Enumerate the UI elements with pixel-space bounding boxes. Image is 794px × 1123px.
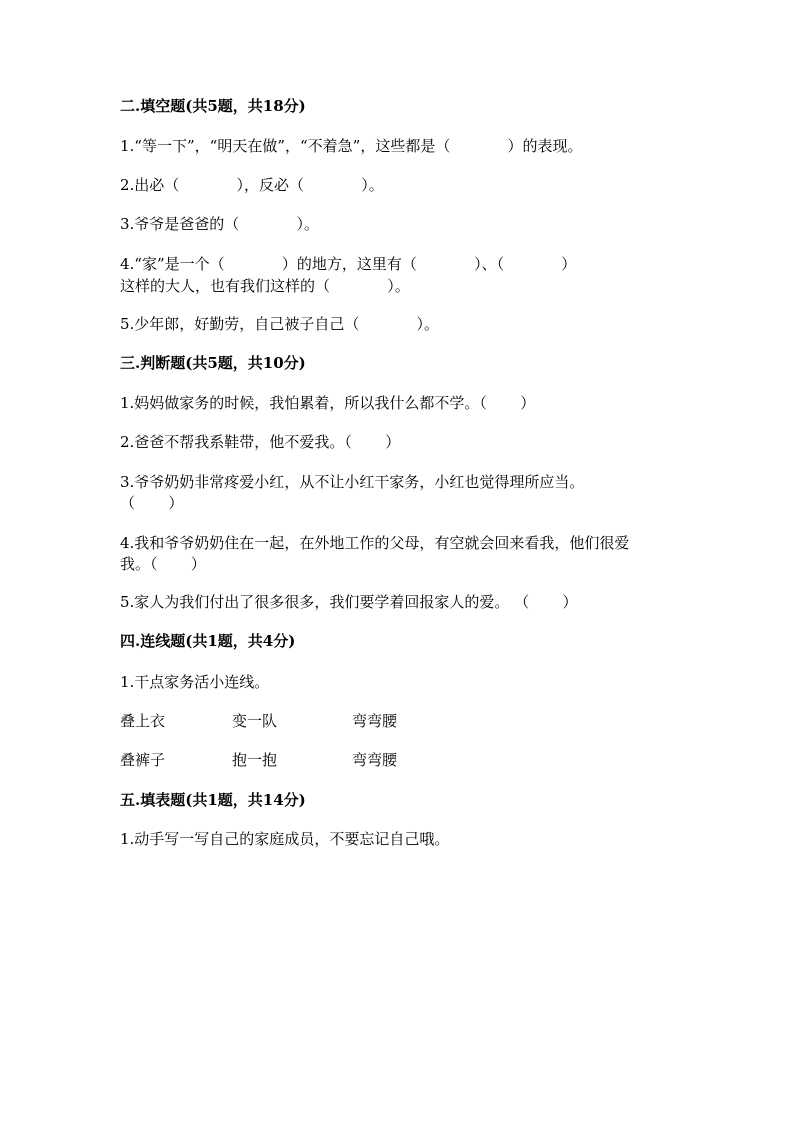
section2-question-5: 5.少年郎，好勤劳，自己被子自己（ ）。 xyxy=(120,315,440,333)
section3-question-3-line2: （ ） xyxy=(120,494,184,512)
section2-question-4-line2: 这样的大人，也有我们这样的（ ）。 xyxy=(120,277,410,295)
match-left-2: 叠裤子 xyxy=(120,751,166,769)
section2-question-3: 3.爷爷是爸爸的（ ）。 xyxy=(120,215,320,233)
section5-title: 五.填表题(共1题，共14分) xyxy=(120,791,306,809)
section3-question-1: 1.妈妈做家务的时候，我怕累着，所以我什么都不学。（ ） xyxy=(120,394,536,412)
section4-question-1: 1.干点家务活小连线。 xyxy=(120,673,270,691)
match-left-1: 叠上衣 xyxy=(120,712,166,730)
section2-question-2: 2.出必（ ），反必（ ）。 xyxy=(120,176,384,194)
section2-question-1: 1.“等一下”，“明天在做”，“不着急”，这些都是（ ）的表现。 xyxy=(120,137,583,155)
section3-question-5: 5.家人为我们付出了很多很多，我们要学着回报家人的爱。 （ ） xyxy=(120,593,578,611)
section2-title: 二.填空题(共5题，共18分) xyxy=(120,97,306,115)
match-middle-2: 抱一抱 xyxy=(232,751,278,769)
match-right-1: 弯弯腰 xyxy=(352,712,398,730)
match-right-2: 弯弯腰 xyxy=(352,751,398,769)
section3-question-2: 2.爸爸不帮我系鞋带，他不爱我。（ ） xyxy=(120,433,401,451)
section5-question-1: 1.动手写一写自己的家庭成员，不要忘记自己哦。 xyxy=(120,830,450,848)
section3-title: 三.判断题(共5题，共10分) xyxy=(120,354,306,372)
match-middle-1: 变一队 xyxy=(232,712,278,730)
section3-question-4-line2: 我。（ ） xyxy=(120,555,206,573)
section3-question-3-line1: 3.爷爷奶奶非常疼爱小红，从不让小红干家务，小红也觉得理所应当。 xyxy=(120,473,585,491)
section4-title: 四.连线题(共1题，共4分) xyxy=(120,632,296,650)
section3-question-4-line1: 4.我和爷爷奶奶住在一起，在外地工作的父母，有空就会回来看我，他们很爱 xyxy=(120,534,630,552)
section2-question-4-line1: 4.“家”是一个（ ）的地方，这里有（ ）、（ ） xyxy=(120,255,577,273)
